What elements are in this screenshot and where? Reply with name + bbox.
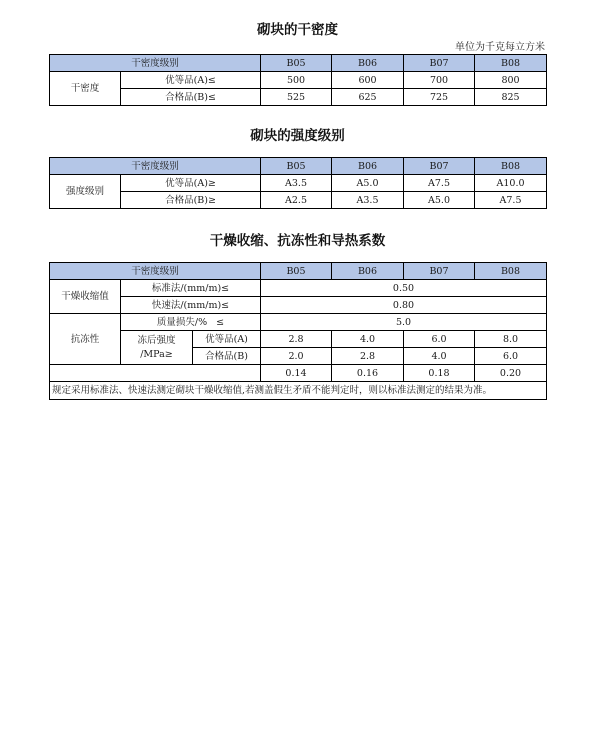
table-cell: 700 (404, 72, 475, 89)
table-cell: 0.14 (261, 365, 332, 382)
header-b05: B05 (261, 158, 332, 175)
row-label: 优等品(A)≥ (121, 175, 261, 192)
table-cell: A7.5 (404, 175, 475, 192)
header-density-grade: 干密度级别 (50, 263, 261, 280)
strength-title: 砌块的强度级别 (250, 128, 345, 144)
header-b06: B06 (332, 263, 404, 280)
table-cell: A3.5 (332, 192, 404, 209)
table-cell: 6.0 (475, 348, 547, 365)
unit-note: 单位为千克每立方米 (455, 42, 545, 53)
table-cell: 6.0 (404, 331, 475, 348)
mass-loss-value: 5.0 (261, 314, 547, 331)
table-cell: 4.0 (404, 348, 475, 365)
table-cell: A5.0 (332, 175, 404, 192)
row-label: 合格品(B)≤ (121, 89, 261, 106)
header-b06: B06 (332, 158, 404, 175)
table-cell: A3.5 (261, 175, 332, 192)
table-cell: 0.20 (475, 365, 547, 382)
grade-b-label: 合格品(B) (193, 348, 261, 365)
header-density-grade: 干密度级别 (50, 55, 261, 72)
table-cell: 525 (261, 89, 332, 106)
frost-resistance-group: 抗冻性 (50, 314, 121, 365)
header-b08: B08 (475, 263, 547, 280)
header-b07: B07 (404, 158, 475, 175)
post-frost-strength-line2: /MPa≥ (140, 348, 173, 360)
table-cell: 0.16 (332, 365, 404, 382)
table-row (50, 89, 547, 106)
table-cell: 4.0 (332, 331, 404, 348)
table-cell: 0.18 (404, 365, 475, 382)
table-cell: 2.0 (261, 348, 332, 365)
density-title: 砌块的干密度 (257, 22, 338, 38)
table-row (50, 175, 547, 192)
table-cell: 825 (475, 89, 547, 106)
grade-a-label: 优等品(A) (193, 331, 261, 348)
table-cell: A2.5 (261, 192, 332, 209)
table-cell: 725 (404, 89, 475, 106)
header-b07: B07 (404, 263, 475, 280)
table-cell: 800 (475, 72, 547, 89)
table-row (50, 365, 547, 382)
table-row (50, 382, 547, 400)
post-frost-strength-label (121, 331, 193, 365)
header-b06: B06 (332, 55, 404, 72)
table-row (50, 192, 547, 209)
shrinkage-title: 干燥收缩、抗冻性和导热系数 (209, 233, 386, 249)
table-cell: 2.8 (332, 348, 404, 365)
row-group-label: 干密度 (50, 72, 121, 106)
table-cell: 500 (261, 72, 332, 89)
table-row (50, 297, 547, 314)
header-b07: B07 (404, 55, 475, 72)
row-label: 优等品(A)≤ (121, 72, 261, 89)
mass-loss-label: 质量损失/% ≤ (121, 314, 261, 331)
fast-method-label: 快速法/(mm/m)≤ (121, 297, 261, 314)
table-cell: 600 (332, 72, 404, 89)
table-cell: 2.8 (261, 331, 332, 348)
table-cell: A5.0 (404, 192, 475, 209)
table-cell: 8.0 (475, 331, 547, 348)
table-row (50, 280, 547, 297)
row-group-label: 强度级别 (50, 175, 121, 209)
shrinkage-table (49, 262, 547, 400)
table-row (50, 331, 547, 348)
header-b08: B08 (475, 158, 547, 175)
drying-shrinkage-group: 干燥收缩值 (50, 280, 121, 314)
table-cell: A10.0 (475, 175, 547, 192)
header-b05: B05 (261, 55, 332, 72)
fast-method-value: 0.80 (261, 297, 547, 314)
post-frost-strength-line1: 冻后强度 (137, 334, 176, 346)
density-table (49, 54, 547, 106)
strength-table (49, 157, 547, 209)
standard-method-label: 标准法/(mm/m)≤ (121, 280, 261, 297)
standard-method-value: 0.50 (261, 280, 547, 297)
table-footnote: 规定采用标准法、快速法测定砌块干燥收缩值,若测盖假生矛盾不能判定时，则以标准法测定的结果为准。 (50, 382, 547, 400)
header-density-grade: 干密度级别 (50, 158, 261, 175)
table-cell: 625 (332, 89, 404, 106)
header-b08: B08 (475, 55, 547, 72)
header-b05: B05 (261, 263, 332, 280)
row-label: 合格品(B)≥ (121, 192, 261, 209)
table-row (50, 314, 547, 331)
blank-label-cell (50, 365, 261, 382)
table-row (50, 72, 547, 89)
table-cell: A7.5 (475, 192, 547, 209)
